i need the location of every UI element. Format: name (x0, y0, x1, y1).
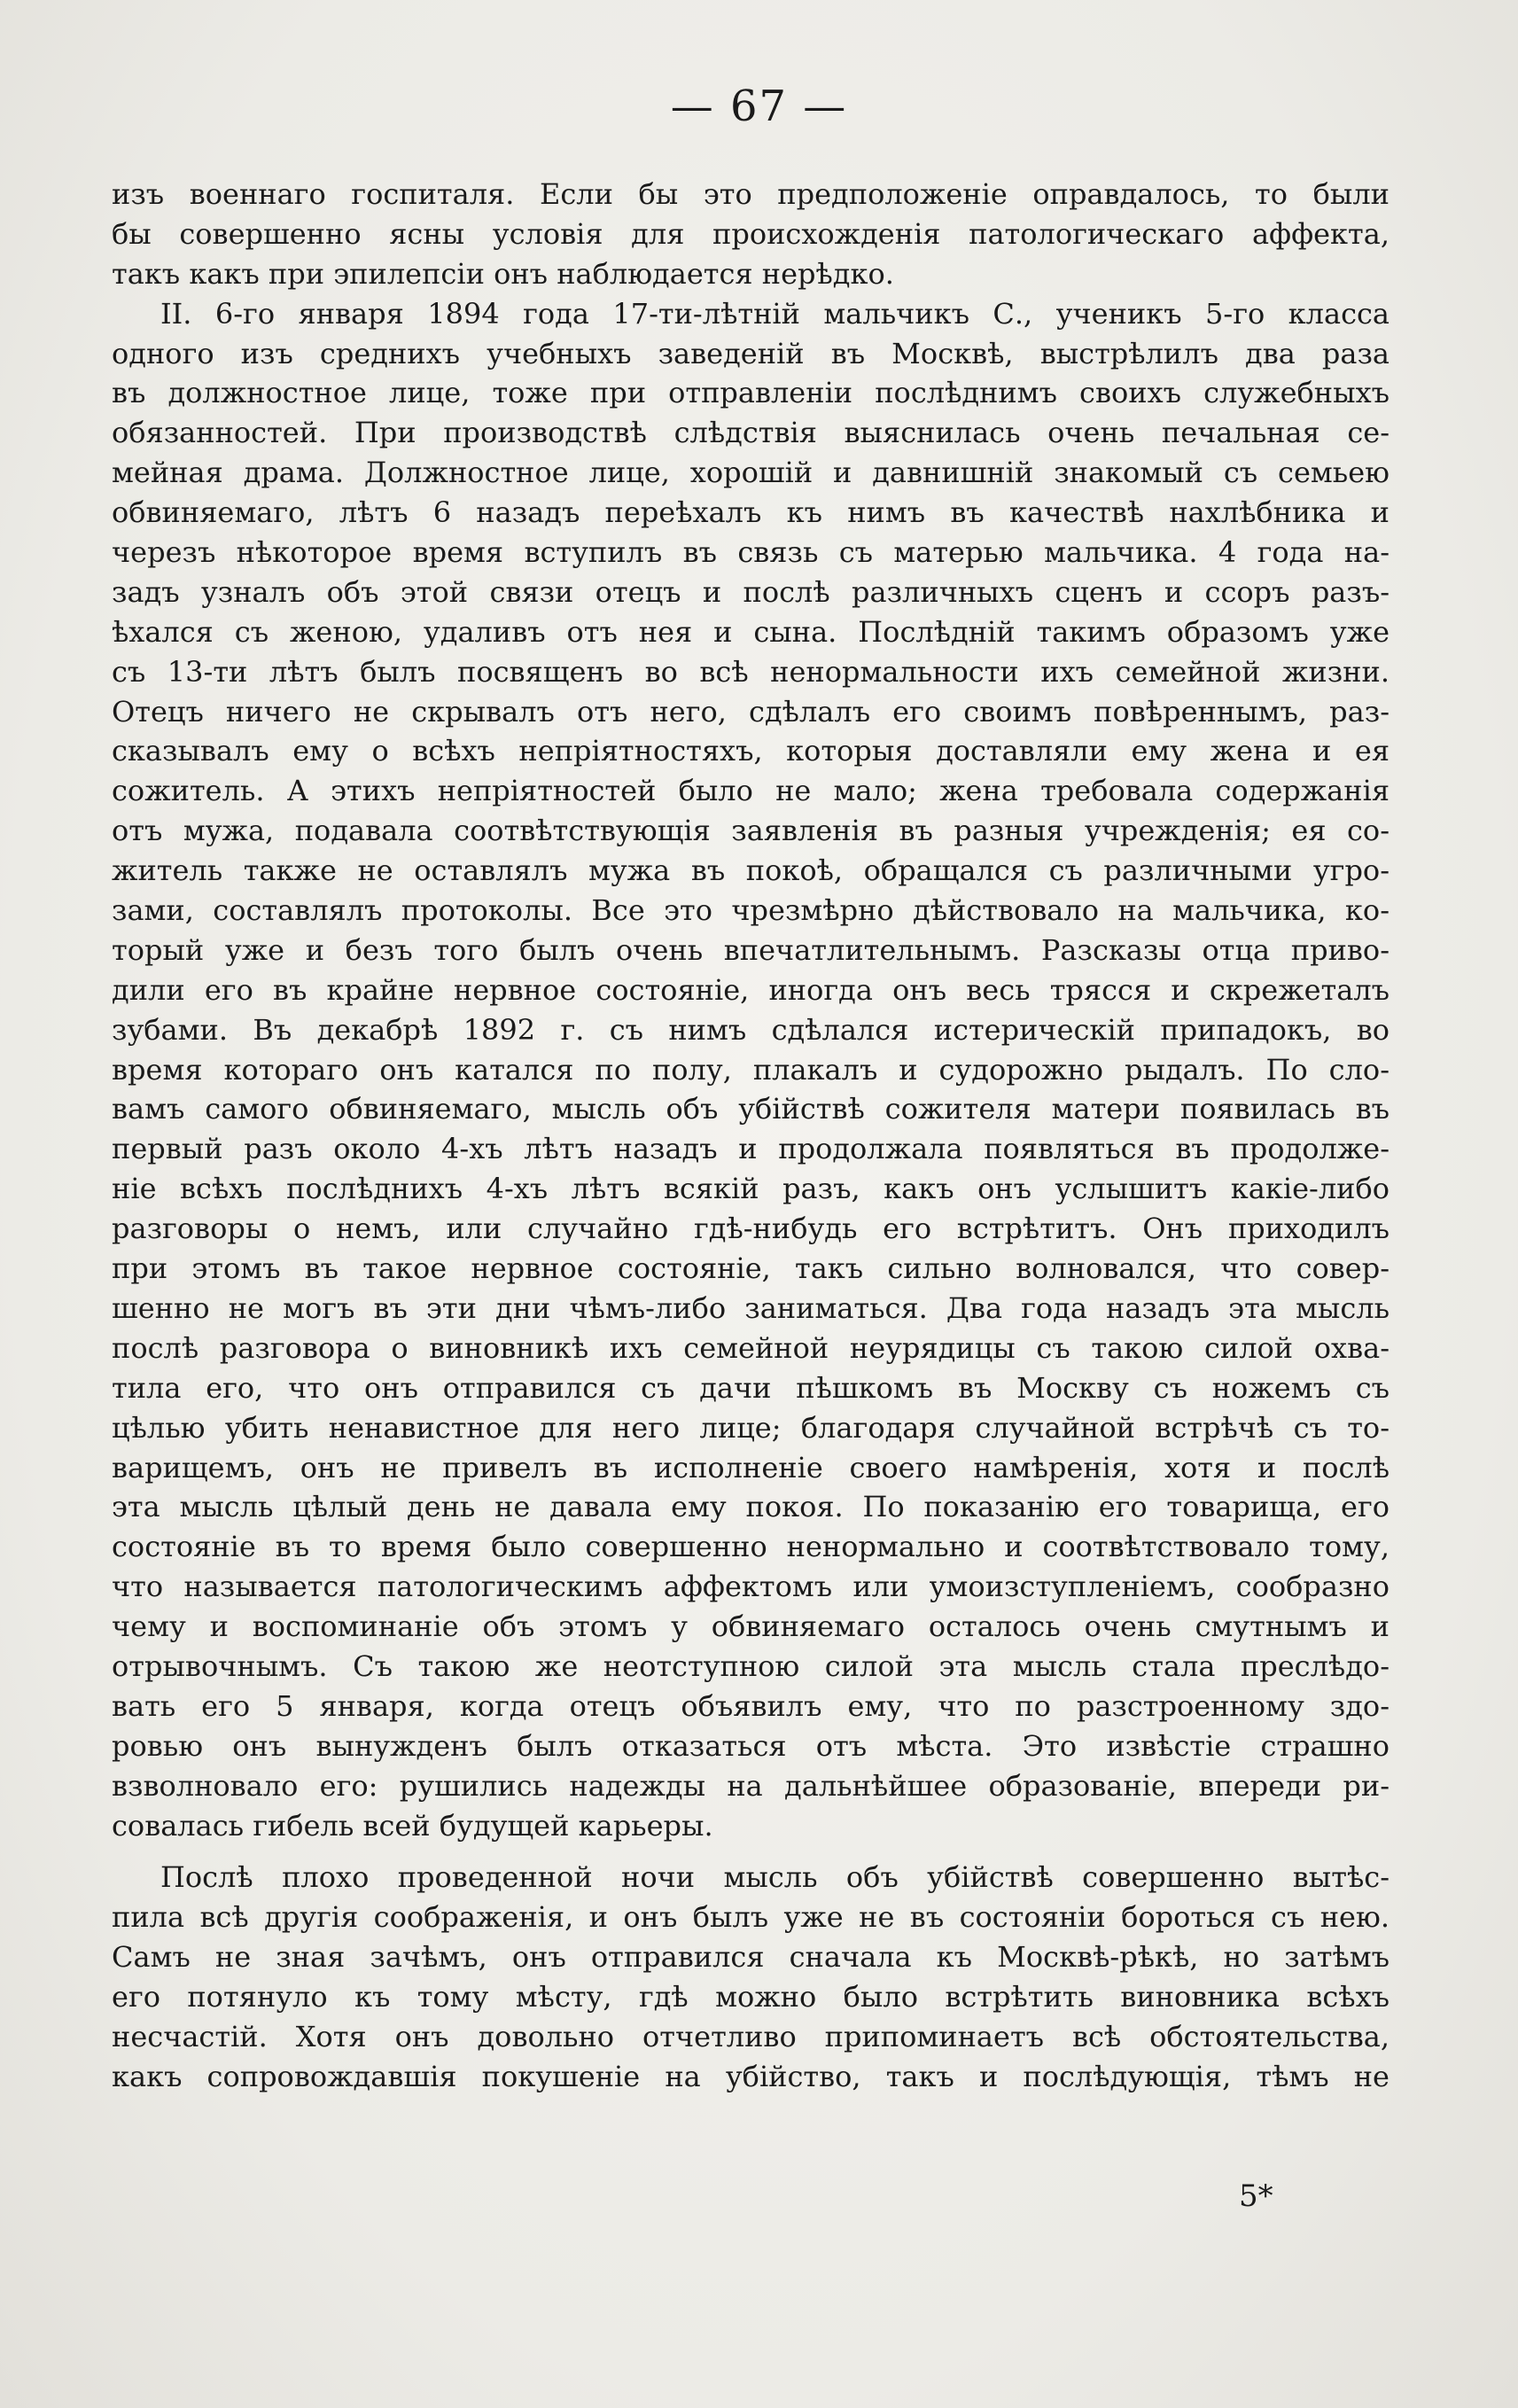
text-line: мейная драма. Должностное лице, хорошiй и давнишнiй знакомый съ семьею (112, 456, 1390, 490)
text-line: эта мысль цѣлый день не давала ему покоя. По показанiю его товарища, его (112, 1490, 1390, 1524)
paragraph-gap (112, 1845, 1390, 1858)
text-line: сказывалъ ему о всѣхъ непрiятностяхъ, которыя доставляли ему жена и ея (112, 734, 1390, 768)
text-line: разговоры о немъ, или случайно гдѣ-нибудь его встрѣтитъ. Онъ приходилъ (112, 1212, 1390, 1246)
text-line: такъ какъ при эпилепсiи онъ наблюдается нерѣдко. (112, 256, 894, 291)
text-line: вать его 5 января, когда отецъ объявилъ ему, что по разстроенному здо- (112, 1688, 1390, 1723)
text-line: взволновало его: рушились надежды на дальнѣйшее образованiе, впереди ри- (112, 1768, 1390, 1803)
page-number: — 67 — (670, 82, 848, 131)
text-line: II. 6-го января 1894 года 17-ти-лѣтнiй мальчикъ С., ученикъ 5-го класса (160, 296, 1390, 331)
text-line: вамъ самого обвиняемаго, мысль объ убiйствѣ сожителя матери появилась въ (112, 1092, 1390, 1126)
text-line: цѣлью убить ненавистное для него лице; благодаря случайной встрѣчѣ съ то- (112, 1410, 1390, 1445)
paragraph (112, 1858, 1390, 2096)
text-line: тила его, что онъ отправился съ дачи пѣшкомъ въ Москву съ ножемъ съ (112, 1370, 1390, 1405)
text-line: зами, составлялъ протоколы. Все это чрезмѣрно дѣйствовало на мальчика, ко- (112, 893, 1390, 928)
paragraph (112, 175, 1390, 294)
text-line: послѣ разговора о виновникѣ ихъ семейной неурядицы съ такою силой охва- (112, 1330, 1390, 1365)
body-text (112, 175, 1390, 2097)
text-line: пила всѣ другiя соображенiя, и онъ былъ уже не въ состоянiи бороться съ нею. (112, 1900, 1390, 1935)
text-line: съ 13-ти лѣтъ былъ посвященъ во всѣ ненормальности ихъ семейной жизни. (112, 654, 1390, 689)
text-line: время котораго онъ катался по полу, плакалъ и судорожно рыдалъ. По сло- (112, 1052, 1390, 1087)
text-line: при этомъ въ такое нервное состоянiе, такъ сильно волновался, что совер- (112, 1251, 1390, 1286)
signature-mark: 5* (1239, 2178, 1273, 2214)
text-line: сожитель. А этихъ непрiятностей было не мало; жена требовала содержанiя (112, 774, 1390, 808)
text-line: обвиняемаго, лѣтъ 6 назадъ переѣхалъ къ нимъ въ качествѣ нахлѣбника и (112, 495, 1390, 530)
text-line: отрывочнымъ. Съ такою же неотступною силой эта мысль стала преслѣдо- (112, 1648, 1390, 1683)
text-line: чему и воспоминанiе объ этомъ у обвиняемаго осталось очень смутнымъ и (112, 1609, 1390, 1644)
text-line: что называется патологическимъ аффектомъ или умоизступленiемъ, сообразно (112, 1570, 1390, 1604)
text-line: торый уже и безъ того былъ очень впечатлительнымъ. Разсказы отца приво- (112, 932, 1390, 967)
text-line: дили его въ крайне нервное состоянiе, иногда онъ весь трясся и скрежеталъ (112, 972, 1390, 1007)
text-line: ѣхался съ женою, удаливъ отъ нея и сына. Послѣднiй такимъ образомъ уже (112, 614, 1390, 649)
text-line: отъ мужа, подавала соотвѣтствующiя заявленiя въ разныя учрежденiя; ея со- (112, 814, 1390, 848)
text-line: обязанностей. При производствѣ слѣдствiя выяснилась очень печальная се- (112, 416, 1390, 450)
text-line: изъ военнаго госпиталя. Если бы это предположенiе оправдалось, то были (112, 177, 1390, 211)
text-line: какъ сопровождавшiя покушенiе на убiйство, такъ и послѣдующiя, тѣмъ не (112, 2059, 1390, 2093)
text-line: бы совершенно ясны условiя для происхожденiя патологическаго аффекта, (112, 216, 1390, 251)
text-line: первый разъ около 4-хъ лѣтъ назадъ и продолжала появляться въ продолже- (112, 1132, 1390, 1166)
text-line: Послѣ плохо проведенной ночи мысль объ убiйствѣ совершенно вытѣс- (160, 1860, 1390, 1895)
text-line: ровью онъ вынужденъ былъ отказаться отъ мѣста. Это извѣстiе страшно (112, 1728, 1390, 1763)
text-line: черезъ нѣкоторое время вступилъ въ связь съ матерью мальчика. 4 года на- (112, 535, 1390, 570)
paragraph (112, 294, 1390, 1846)
text-line: зубами. Въ декабрѣ 1892 г. съ нимъ сдѣлался истерическiй припадокъ, во (112, 1012, 1390, 1047)
text-line: одного изъ среднихъ учебныхъ заведенiй въ Москвѣ, выстрѣлилъ два раза (112, 336, 1390, 370)
text-line: совалась гибель всей будущей карьеры. (112, 1808, 713, 1843)
text-line: Самъ не зная зачѣмъ, онъ отправился сначала къ Москвѣ-рѣкѣ, но затѣмъ (112, 1940, 1390, 1975)
text-line: варищемъ, онъ не привелъ въ исполненiе своего намѣренiя, хотя и послѣ (112, 1450, 1390, 1485)
text-line: состоянiе въ то время было совершенно ненормально и соотвѣтствовало тому, (112, 1530, 1390, 1564)
text-line: шенно не могъ въ эти дни чѣмъ-либо заниматься. Два года назадъ эта мысль (112, 1290, 1390, 1325)
text-line: его потянуло къ тому мѣсту, гдѣ можно было встрѣтить виновника всѣхъ (112, 1980, 1390, 2014)
text-line: нiе всѣхъ послѣднихъ 4-хъ лѣтъ всякiй разъ, какъ онъ услышитъ какiе-либо (112, 1172, 1390, 1206)
text-line: Отецъ ничего не скрывалъ отъ него, сдѣлалъ его своимъ повѣреннымъ, раз- (112, 694, 1390, 729)
text-line: въ должностное лице, тоже при отправленiи послѣднимъ своихъ служебныхъ (112, 376, 1390, 410)
text-line: житель также не оставлялъ мужа въ покоѣ, обращался съ различными угро- (112, 853, 1390, 888)
text-line: несчастiй. Хотя онъ довольно отчетливо припоминаетъ всѣ обстоятельства, (112, 2019, 1390, 2053)
text-line: задъ узналъ объ этой связи отецъ и послѣ различныхъ сценъ и ссоръ разъ- (112, 574, 1390, 609)
